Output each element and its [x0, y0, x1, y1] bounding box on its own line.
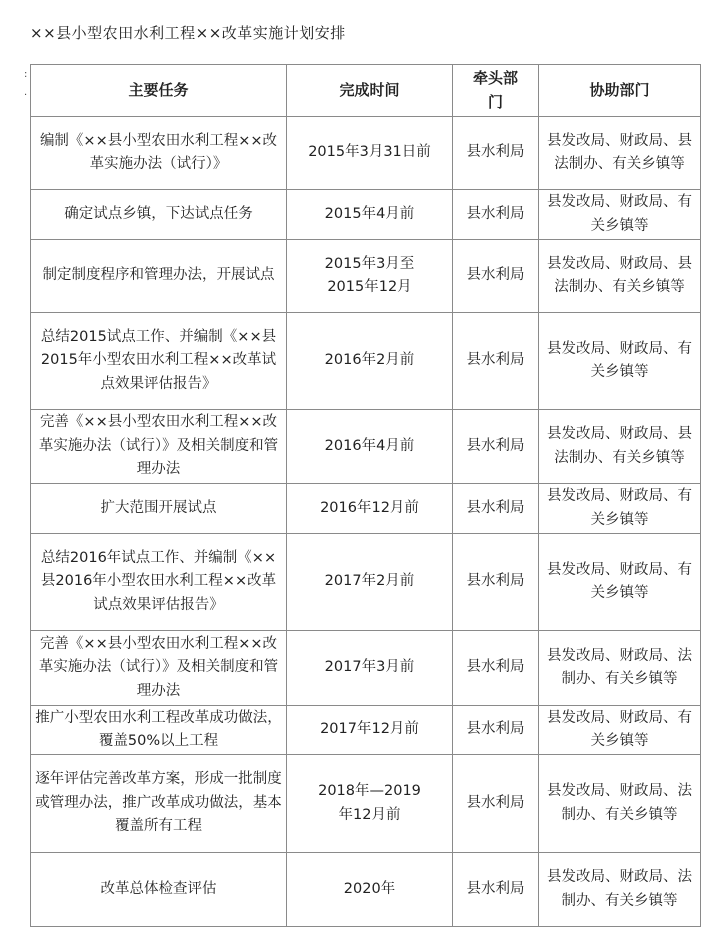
task-cell: 完善《××县小型农田水利工程××改革实施办法（试行）》及相关制度和管理办法 — [31, 410, 287, 484]
time-cell: 2020年 — [287, 853, 453, 927]
lead-cell: 县水利局 — [453, 534, 539, 631]
assist-cell: 县发改局、财政局、有关乡镇等 — [539, 484, 701, 534]
assist-cell: 县发改局、财政局、有关乡镇等 — [539, 313, 701, 410]
table-row — [31, 190, 701, 240]
lead-cell: 县水利局 — [453, 853, 539, 927]
table-row — [31, 853, 701, 927]
time-cell: 2015年4月前 — [287, 190, 453, 240]
time-cell: 2017年2月前 — [287, 534, 453, 631]
time-cell: 2017年3月前 — [287, 631, 453, 706]
task-cell: 制定制度程序和管理办法，开展试点 — [31, 240, 287, 313]
assist-cell: 县发改局、财政局、有关乡镇等 — [539, 190, 701, 240]
table-row — [31, 313, 701, 410]
table-row — [31, 410, 701, 484]
assist-cell: 县发改局、财政局、法制办、有关乡镇等 — [539, 631, 701, 706]
time-cell: 2015年3月31日前 — [287, 117, 453, 190]
lead-cell: 县水利局 — [453, 706, 539, 755]
assist-cell: 县发改局、财政局、县法制办、有关乡镇等 — [539, 240, 701, 313]
header-time: 完成时间 — [287, 65, 453, 117]
table-row — [31, 755, 701, 853]
margin-marks — [24, 66, 27, 102]
lead-cell: 县水利局 — [453, 313, 539, 410]
table-row — [31, 117, 701, 190]
lead-cell: 县水利局 — [453, 190, 539, 240]
task-cell: 推广小型农田水利工程改革成功做法，覆盖50%以上工程 — [31, 706, 287, 755]
task-cell: 完善《××县小型农田水利工程××改革实施办法（试行）》及相关制度和管理办法 — [31, 631, 287, 706]
header-task: 主要任务 — [31, 65, 287, 117]
margin-mark: . — [24, 87, 28, 98]
table-row — [31, 240, 701, 313]
task-cell: 确定试点乡镇，下达试点任务 — [31, 190, 287, 240]
task-cell: 编制《××县小型农田水利工程××改革实施办法（试行）》 — [31, 117, 287, 190]
assist-cell: 县发改局、财政局、有关乡镇等 — [539, 706, 701, 755]
time-cell: 2016年12月前 — [287, 484, 453, 534]
time-cell: 2016年2月前 — [287, 313, 453, 410]
time-cell: 2018年—2019年12月前 — [287, 755, 453, 853]
task-cell: 扩大范围开展试点 — [31, 484, 287, 534]
lead-cell: 县水利局 — [453, 755, 539, 853]
header-assist: 协助部门 — [539, 65, 701, 117]
assist-cell: 县发改局、财政局、有关乡镇等 — [539, 534, 701, 631]
assist-cell: 县发改局、财政局、法制办、有关乡镇等 — [539, 853, 701, 927]
margin-mark: : — [24, 69, 28, 80]
task-cell: 总结2015试点工作、并编制《××县2015年小型农田水利工程××改革试点效果评估报告》 — [31, 313, 287, 410]
time-cell: 2017年12月前 — [287, 706, 453, 755]
document-title: ××县小型农田水利工程××改革实施计划安排 — [30, 24, 346, 42]
time-cell: 2016年4月前 — [287, 410, 453, 484]
task-cell: 改革总体检查评估 — [31, 853, 287, 927]
table-row — [31, 706, 701, 755]
assist-cell: 县发改局、财政局、县法制办、有关乡镇等 — [539, 410, 701, 484]
lead-cell: 县水利局 — [453, 484, 539, 534]
header-lead: 牵头部门 — [453, 65, 539, 117]
plan-table — [30, 64, 701, 927]
table-row — [31, 484, 701, 534]
table-row — [31, 631, 701, 706]
lead-cell: 县水利局 — [453, 631, 539, 706]
lead-cell: 县水利局 — [453, 240, 539, 313]
table-header-row — [31, 65, 701, 117]
task-cell: 逐年评估完善改革方案，形成一批制度或管理办法，推广改革成功做法，基本覆盖所有工程 — [31, 755, 287, 853]
lead-cell: 县水利局 — [453, 410, 539, 484]
lead-cell: 县水利局 — [453, 117, 539, 190]
assist-cell: 县发改局、财政局、法制办、有关乡镇等 — [539, 755, 701, 853]
time-cell: 2015年3月至2015年12月 — [287, 240, 453, 313]
task-cell: 总结2016年试点工作、并编制《××县2016年小型农田水利工程××改革试点效果评估报告》 — [31, 534, 287, 631]
table-row — [31, 534, 701, 631]
assist-cell: 县发改局、财政局、县法制办、有关乡镇等 — [539, 117, 701, 190]
